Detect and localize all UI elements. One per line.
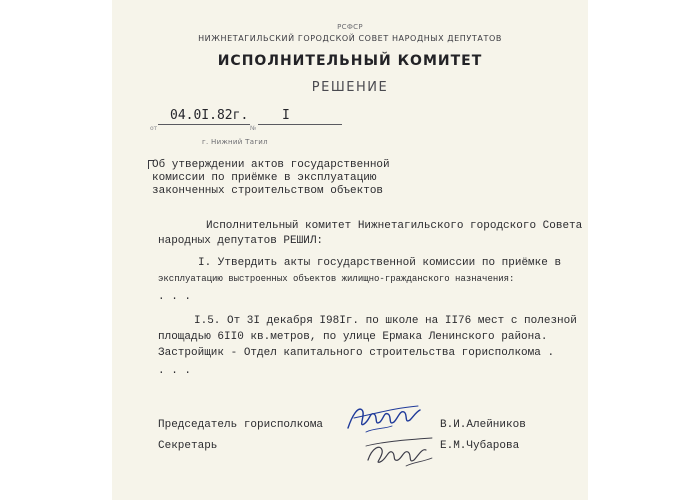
council-heading: НИЖНЕТАГИЛЬСКИЙ ГОРОДСКОЙ СОВЕТ НАРОДНЫХ ДЕПУТАТОВ (198, 34, 502, 43)
secretary-title: Секретарь (158, 440, 218, 452)
date-prefix: от (150, 125, 158, 132)
republic-label: РСФСР (337, 23, 363, 31)
number-prefix: № (250, 125, 257, 132)
intro-line-1: Исполнительный комитет Нижнетагильского городского Совета (206, 220, 583, 232)
item15-line-2: площадью 6II0 кв.метров, по улице Ермака Ленинского района. (158, 331, 548, 343)
item15-line-3: Застройщик - Отдел капитального строительства горисполкома . (158, 347, 555, 359)
subject-line-1: Об утверждении актов государственной (152, 159, 390, 171)
city-label: г. Нижний Тагил (202, 138, 268, 146)
ellipsis-1: . . . (158, 291, 192, 303)
ellipsis-2: . . . (158, 365, 192, 377)
subject-line-3: законченных строительством объектов (152, 185, 384, 197)
committee-heading: ИСПОЛНИТЕЛЬНЫЙ КОМИТЕТ (217, 53, 483, 69)
document-date: 04.0I.82г. (170, 108, 249, 123)
document-type-heading: РЕШЕНИЕ (311, 80, 389, 95)
chairman-name: В.И.Алейников (440, 419, 526, 431)
item1-line-2: эксплуатацию выстроенных объектов жилищно-гражданского назначения: (158, 274, 515, 284)
secretary-name: Е.М.Чубарова (440, 440, 520, 452)
document-page (112, 0, 588, 500)
document-number: I (282, 108, 290, 123)
item15-line-1: I.5. От 3I декабря I98Iг. по школе на II76 мест с полезной (194, 315, 577, 327)
date-underline (158, 124, 250, 125)
intro-line-2: народных депутатов РЕШИЛ: (158, 235, 324, 247)
chairman-title: Председатель горисполкома (158, 419, 324, 431)
number-underline (258, 124, 342, 125)
subject-line-2: комиссии по приёмке в эксплуатацию (152, 172, 377, 184)
secretary-signature (362, 432, 438, 472)
item1-line-1: I. Утвердить акты государственной комиссии по приёмке в (198, 257, 562, 269)
